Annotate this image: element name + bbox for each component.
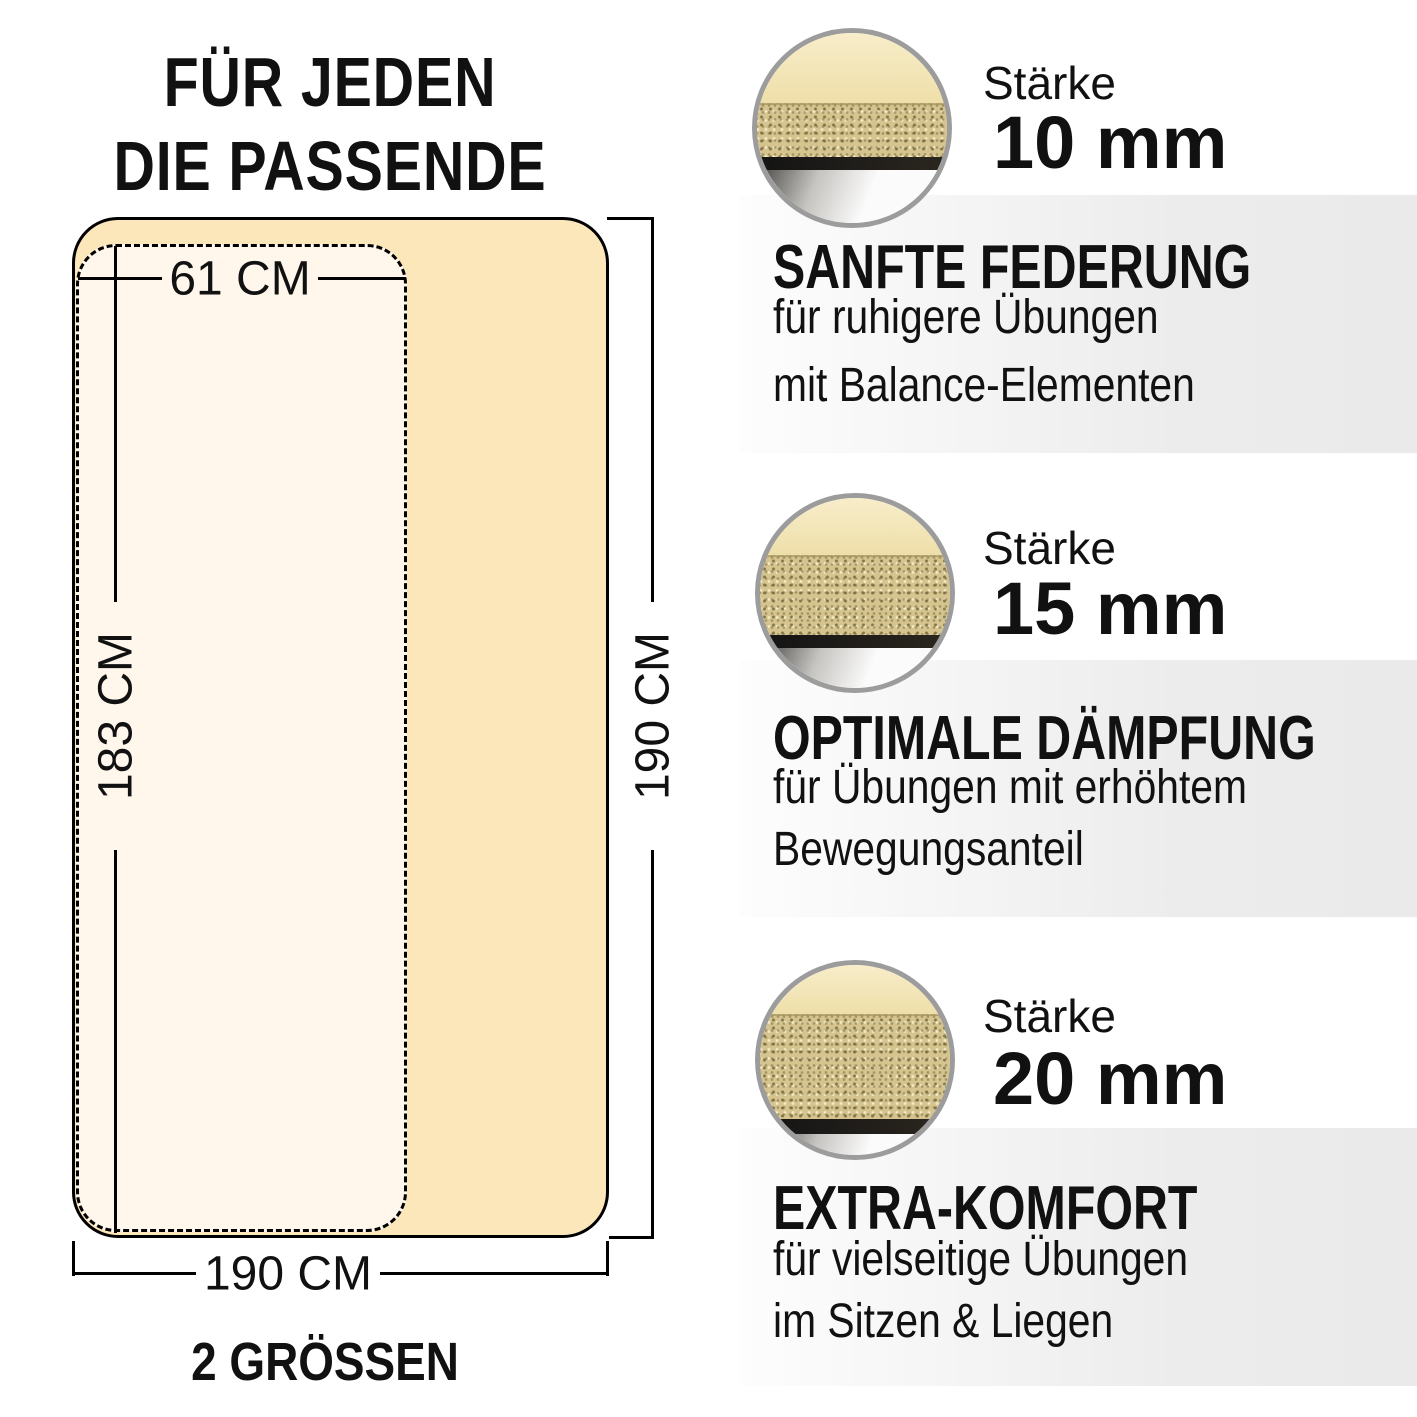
large-mat-length-label: 190 CM <box>626 631 680 801</box>
small-mat-length-label: 183 CM <box>89 631 143 801</box>
mat-underside-edge <box>760 1119 950 1134</box>
dim-183-line-bottom <box>114 850 117 1233</box>
foam-core-layer <box>757 103 947 156</box>
mat-cross-section-photo-10mm <box>752 28 952 228</box>
thickness-label-20mm: Stärke <box>983 990 1116 1042</box>
section-desc1-15mm: für Übungen mit erhöhtem <box>773 761 1247 814</box>
small-mat-width-label: 61 CM <box>169 252 311 306</box>
thickness-label-10mm: Stärke <box>983 57 1116 109</box>
section-heading-10mm: SANFTE FEDERUNG <box>773 233 1252 302</box>
dim-190-right-tick-bottom <box>609 1236 654 1239</box>
title-line2: DIE PASSENDE <box>113 127 547 205</box>
section-heading-20mm: EXTRA-KOMFORT <box>773 1174 1198 1243</box>
dim-190-right-line-top <box>651 217 654 602</box>
mat-underside-edge <box>757 157 947 170</box>
thickness-label-15mm: Stärke <box>983 522 1116 574</box>
title-line1: FÜR JEDEN <box>163 43 497 121</box>
section-desc2-20mm: im Sitzen & Liegen <box>773 1295 1114 1348</box>
page-title <box>20 40 640 208</box>
large-mat-width-label: 190 CM <box>203 1247 373 1301</box>
dim-190-right-line-bottom <box>651 850 654 1239</box>
dim-190-bottom-line-right <box>380 1272 609 1275</box>
sizes-caption: 2 GRÖSSEN <box>191 1332 459 1392</box>
dim-61-line-left <box>78 277 162 280</box>
mat-surface-layer <box>757 33 947 103</box>
thickness-value-20mm: 20 mm <box>993 1037 1228 1120</box>
section-desc2-15mm: Bewegungsanteil <box>773 823 1084 876</box>
mat-cross-section-photo-15mm <box>755 493 955 693</box>
section-desc1-20mm: für vielseitige Übungen <box>773 1233 1189 1286</box>
dim-190-bottom-bracket-right <box>606 1241 609 1276</box>
mat-surface-layer <box>760 498 950 555</box>
section-heading-15mm: OPTIMALE DÄMPFUNG <box>773 704 1316 773</box>
foam-core-layer <box>760 555 950 635</box>
dim-183-line-top <box>114 246 117 602</box>
mat-cross-section-photo-20mm <box>755 960 955 1160</box>
mat-surface-layer <box>760 965 950 1014</box>
section-desc1-10mm: für ruhigere Übungen <box>773 291 1159 344</box>
dim-190-right-tick-top <box>607 217 654 220</box>
dim-61-line-right <box>318 277 406 280</box>
mat-underside-edge <box>760 635 950 648</box>
thickness-value-15mm: 15 mm <box>993 567 1228 650</box>
dim-190-bottom-line-left <box>72 1272 196 1275</box>
section-desc2-10mm: mit Balance-Elementen <box>773 359 1195 412</box>
foam-core-layer <box>760 1014 950 1119</box>
thickness-value-10mm: 10 mm <box>993 101 1228 184</box>
dim-190-bottom-bracket-left <box>72 1241 75 1276</box>
